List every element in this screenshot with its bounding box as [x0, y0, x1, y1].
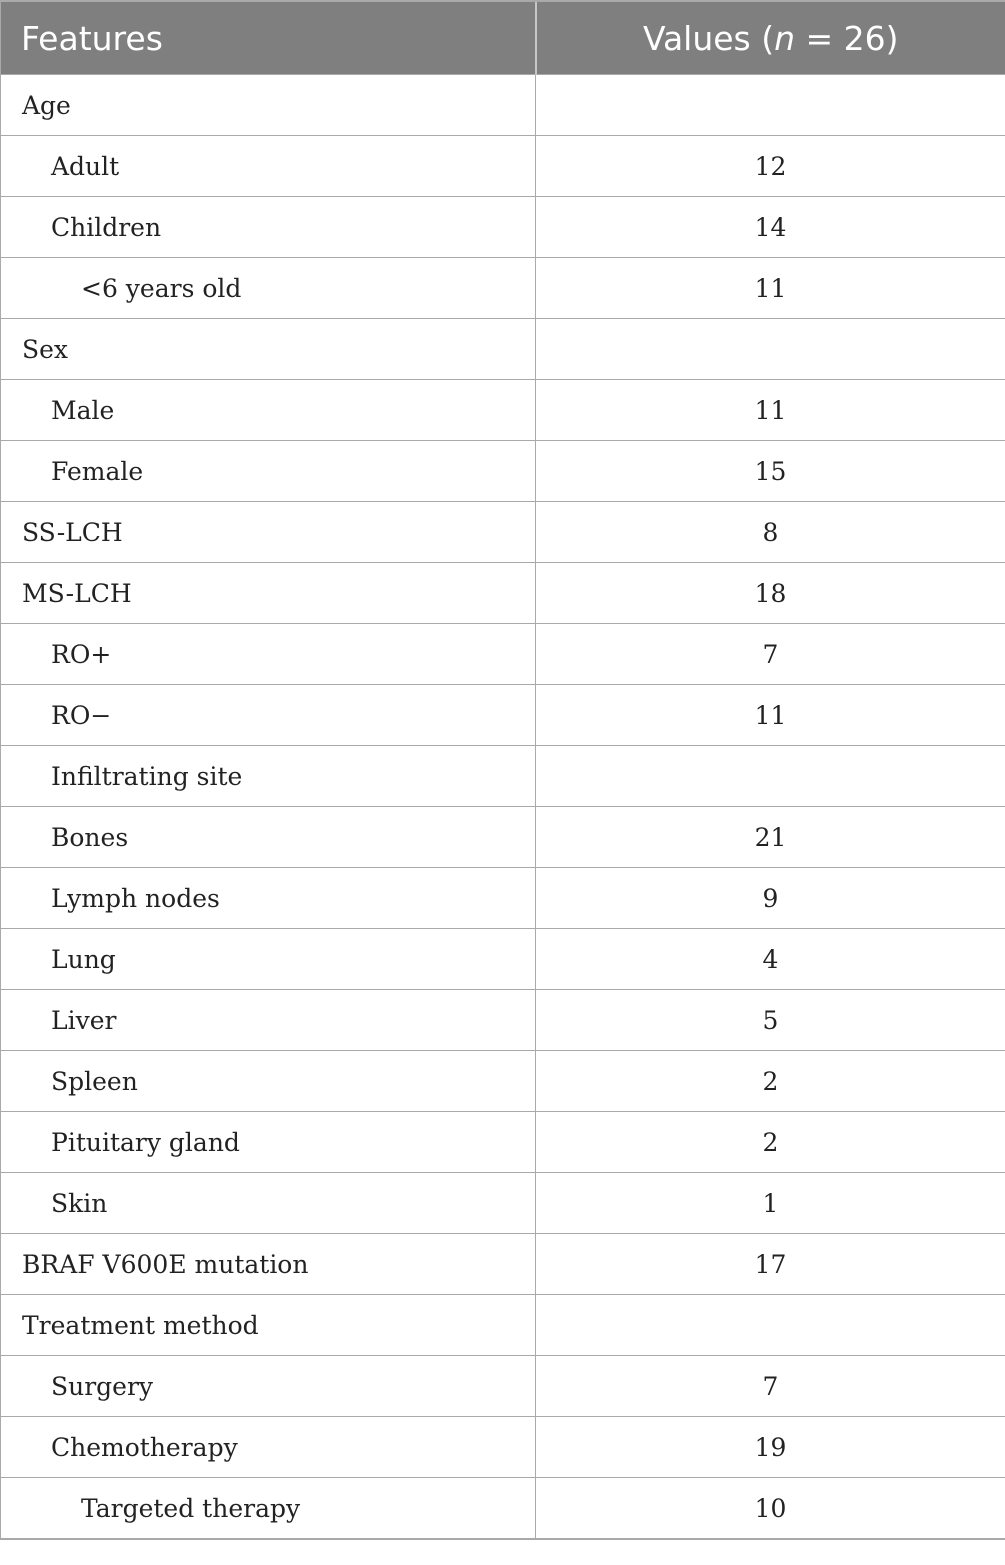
value-cell: 9	[536, 868, 1005, 929]
feature-cell: MS-LCH	[1, 563, 536, 624]
table-row	[1, 258, 1005, 319]
value-cell: 2	[536, 1112, 1005, 1173]
value-cell: 15	[536, 441, 1005, 502]
feature-cell: Adult	[1, 136, 536, 197]
table-row	[1, 1234, 1005, 1295]
table-row	[1, 746, 1005, 807]
feature-cell: Liver	[1, 990, 536, 1051]
value-cell: 17	[536, 1234, 1005, 1295]
header-row	[1, 1, 1005, 75]
value-cell: 7	[536, 1356, 1005, 1417]
table-row	[1, 1295, 1005, 1356]
value-cell: 14	[536, 197, 1005, 258]
feature-cell: Skin	[1, 1173, 536, 1234]
values-header-suffix: = 26)	[795, 18, 899, 58]
table-row	[1, 1417, 1005, 1478]
table-row	[1, 1173, 1005, 1234]
feature-cell: Treatment method	[1, 1295, 536, 1356]
feature-cell: Surgery	[1, 1356, 536, 1417]
values-header-n: n	[774, 18, 796, 58]
table-row	[1, 1051, 1005, 1112]
feature-cell: Chemotherapy	[1, 1417, 536, 1478]
feature-cell: RO−	[1, 685, 536, 746]
feature-cell: Female	[1, 441, 536, 502]
table-row	[1, 502, 1005, 563]
value-cell: 8	[536, 502, 1005, 563]
feature-cell: Children	[1, 197, 536, 258]
value-cell: 11	[536, 685, 1005, 746]
feature-cell: Targeted therapy	[1, 1478, 536, 1540]
table-row	[1, 380, 1005, 441]
table-row	[1, 1356, 1005, 1417]
table-row	[1, 807, 1005, 868]
table-row	[1, 990, 1005, 1051]
value-cell: 4	[536, 929, 1005, 990]
feature-cell: Lung	[1, 929, 536, 990]
value-cell: 19	[536, 1417, 1005, 1478]
table-row	[1, 1478, 1005, 1540]
value-cell	[536, 75, 1005, 136]
table-row	[1, 1112, 1005, 1173]
feature-cell: <6 years old	[1, 258, 536, 319]
value-cell: 5	[536, 990, 1005, 1051]
table-row	[1, 685, 1005, 746]
feature-cell: SS-LCH	[1, 502, 536, 563]
table-row	[1, 624, 1005, 685]
feature-cell: RO+	[1, 624, 536, 685]
feature-cell: Lymph nodes	[1, 868, 536, 929]
table-row	[1, 868, 1005, 929]
table-row	[1, 319, 1005, 380]
feature-cell: Age	[1, 75, 536, 136]
table-row	[1, 563, 1005, 624]
value-cell: 11	[536, 258, 1005, 319]
table-row	[1, 136, 1005, 197]
feature-cell: Spleen	[1, 1051, 536, 1112]
value-cell: 21	[536, 807, 1005, 868]
value-cell: 12	[536, 136, 1005, 197]
table-row	[1, 441, 1005, 502]
value-cell: 10	[536, 1478, 1005, 1540]
table-row	[1, 197, 1005, 258]
values-column-header	[536, 1, 1005, 75]
features-column-header: Features	[1, 1, 536, 75]
feature-cell: Male	[1, 380, 536, 441]
feature-cell: Sex	[1, 319, 536, 380]
value-cell: 2	[536, 1051, 1005, 1112]
value-cell: 11	[536, 380, 1005, 441]
table-row	[1, 75, 1005, 136]
feature-cell: BRAF V600E mutation	[1, 1234, 536, 1295]
value-cell	[536, 1295, 1005, 1356]
table-body	[1, 75, 1005, 1540]
value-cell	[536, 319, 1005, 380]
value-cell: 7	[536, 624, 1005, 685]
table-row	[1, 929, 1005, 990]
feature-cell: Infiltrating site	[1, 746, 536, 807]
feature-cell: Bones	[1, 807, 536, 868]
feature-cell: Pituitary gland	[1, 1112, 536, 1173]
value-cell	[536, 746, 1005, 807]
table-header	[1, 1, 1005, 75]
values-header-prefix: Values (	[642, 18, 775, 58]
value-cell: 18	[536, 563, 1005, 624]
value-cell: 1	[536, 1173, 1005, 1234]
